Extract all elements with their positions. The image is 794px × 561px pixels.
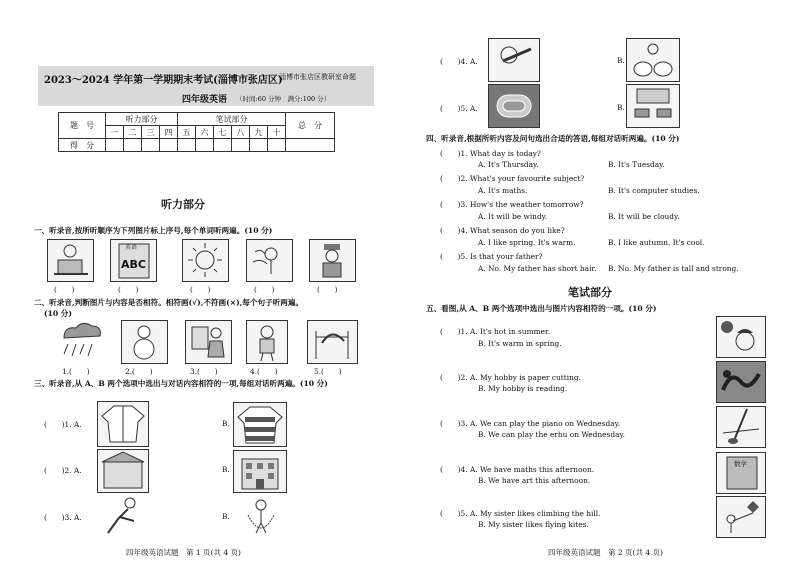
sun-picture bbox=[182, 239, 229, 282]
erhu-picture bbox=[716, 406, 766, 448]
building-picture bbox=[97, 449, 149, 493]
math-book-label: 数学 bbox=[734, 460, 747, 468]
question-4-instruction: 四、听录音,根据所听内容及问句选出合适的答语,每组对话听两遍。(10 分) bbox=[426, 134, 680, 143]
q4-item-1-option-a[interactable]: A. It's Thursday. bbox=[478, 160, 539, 169]
score-num: 一 bbox=[106, 126, 124, 139]
answer-blank[interactable]: ( ) bbox=[254, 285, 275, 294]
q3-item-4-b[interactable]: B. bbox=[617, 56, 625, 65]
jacket-picture bbox=[97, 401, 149, 447]
q5-item-3-option-b[interactable]: B. We can play the erhu on Wednesday. bbox=[478, 430, 626, 439]
exam-title: 2023～2024 学年第一学期期末考试(淄博市张店区) bbox=[44, 75, 283, 86]
answer-blank[interactable]: 1.( ) bbox=[62, 367, 90, 376]
q4-item-4-option-b[interactable]: B. I like autumn. It's cool. bbox=[608, 238, 705, 247]
score-num: 六 bbox=[196, 126, 214, 139]
jump-rope-picture bbox=[238, 495, 284, 537]
score-cell[interactable] bbox=[124, 139, 142, 152]
score-cell[interactable] bbox=[160, 139, 178, 152]
classroom-picture bbox=[626, 84, 680, 128]
score-row-label: 题 号 bbox=[59, 113, 106, 139]
score-table bbox=[58, 112, 335, 152]
q4-item-4-question: ( )4. What season do you like? bbox=[440, 226, 565, 235]
q5-item-5-option-b[interactable]: B. My sister likes flying kites. bbox=[478, 520, 589, 529]
exam-info: （时间:60 分钟 满分:100 分） bbox=[236, 95, 331, 103]
question-5-instruction: 五、看图,从 A、B 两个选项中选出与图片内容相符的一项。(10 分) bbox=[426, 304, 657, 313]
score-row-label: 得 分 bbox=[59, 139, 106, 152]
q3-item-1-label[interactable]: ( )1. A. bbox=[44, 420, 82, 429]
score-cell[interactable] bbox=[106, 139, 124, 152]
score-cell[interactable] bbox=[214, 139, 232, 152]
q4-item-5-option-b[interactable]: B. No. My father is tall and strong. bbox=[608, 264, 739, 273]
swimmer-picture bbox=[100, 495, 144, 537]
q4-item-3-option-a[interactable]: A. It will be windy. bbox=[478, 212, 548, 221]
question-2-score: (10 分) bbox=[44, 309, 72, 318]
grade-subject: 四年级英语 bbox=[182, 95, 228, 105]
answer-blank[interactable]: 5.( ) bbox=[314, 367, 342, 376]
abc-label: ABC bbox=[121, 258, 146, 271]
score-cell[interactable] bbox=[268, 139, 286, 152]
q4-item-3-question: ( )3. How's the weather tomorrow? bbox=[440, 200, 584, 209]
writing-section-title: 笔试部分 bbox=[568, 286, 612, 299]
windy-picture bbox=[246, 239, 293, 282]
q3-item-2-label[interactable]: ( )2. A. bbox=[44, 466, 82, 475]
striped-shirt-picture bbox=[233, 402, 287, 447]
q4-item-3-option-b[interactable]: B. It will be cloudy. bbox=[608, 212, 680, 221]
score-total-header: 总 分 bbox=[286, 113, 335, 139]
q4-item-1-option-b[interactable]: B. It's Tuesday. bbox=[608, 160, 665, 169]
kite-flying-picture bbox=[716, 496, 766, 538]
score-cell[interactable] bbox=[178, 139, 196, 152]
score-listening-header: 听力部分 bbox=[106, 113, 178, 126]
rain-cloud-picture bbox=[56, 320, 106, 362]
right-page bbox=[400, 0, 794, 561]
hospital-picture bbox=[233, 450, 287, 493]
answer-blank[interactable]: ( ) bbox=[190, 285, 211, 294]
hot-sun-picture bbox=[716, 316, 766, 358]
answer-blank[interactable]: 4.( ) bbox=[250, 367, 278, 376]
q4-item-2-option-b[interactable]: B. It's computer studies. bbox=[608, 186, 700, 195]
police-officer-picture bbox=[309, 239, 356, 282]
boy-picture bbox=[246, 320, 288, 364]
page-1-footer: 四年级英语试题 第 1 页(共 4 页) bbox=[126, 548, 241, 557]
q4-item-5-question: ( )5. Is that your father? bbox=[440, 252, 543, 261]
student-writing-picture bbox=[47, 239, 94, 282]
snowman-picture bbox=[121, 320, 168, 364]
q4-item-5-option-a[interactable]: A. No. My father has short hair. bbox=[478, 264, 597, 273]
score-num: 二 bbox=[124, 126, 142, 139]
girl-painting-picture bbox=[185, 320, 232, 364]
q5-item-5-option-a[interactable]: ( )5. A. My sister likes climbing the hill. bbox=[440, 509, 601, 518]
flute-picture bbox=[488, 38, 540, 82]
english-book-picture bbox=[110, 239, 157, 282]
q3-item-3-label[interactable]: ( )3. A. bbox=[44, 513, 82, 522]
score-num: 九 bbox=[250, 126, 268, 139]
math-book-picture bbox=[716, 452, 766, 494]
answer-blank[interactable]: 3.( ) bbox=[190, 367, 218, 376]
q5-item-1-option-b[interactable]: B. It's warm in spring. bbox=[478, 339, 562, 348]
q5-item-3-option-a[interactable]: ( )3. A. We can play the piano on Wednesday. bbox=[440, 419, 621, 428]
q5-item-4-option-b[interactable]: B. We have art this afternoon. bbox=[478, 476, 591, 485]
score-num: 三 bbox=[142, 126, 160, 139]
score-cell[interactable] bbox=[250, 139, 268, 152]
score-total-cell[interactable] bbox=[286, 139, 335, 152]
score-num: 八 bbox=[232, 126, 250, 139]
question-3-instruction: 三、听录音,从 A、B 两个选项中选出与对话内容相符的一项,每组对话听两遍。(10 分) bbox=[34, 379, 328, 388]
score-cell[interactable] bbox=[196, 139, 214, 152]
q3-item-2-b[interactable]: B. bbox=[222, 465, 230, 474]
score-cell[interactable] bbox=[232, 139, 250, 152]
q3-item-3-b[interactable]: B. bbox=[222, 512, 230, 521]
score-cell[interactable] bbox=[142, 139, 160, 152]
exam-subtitle: 淄博市张店区教研室命题 bbox=[279, 73, 356, 81]
q4-item-2-question: ( )2. What's your favourite subject? bbox=[440, 174, 585, 183]
question-1-instruction: 一、听录音,按所听顺序为下列图片标上序号,每个单词听两遍。(10 分) bbox=[34, 226, 273, 235]
score-num: 四 bbox=[160, 126, 178, 139]
question-2-instruction: 二、听录音,判断图片与内容是否相符。相符画(√),不符画(×),每个句子听两遍。 bbox=[34, 298, 304, 307]
q4-item-1-question: ( )1. What day is today? bbox=[440, 149, 541, 158]
listening-section-title: 听力部分 bbox=[161, 198, 205, 211]
q3-item-5-label[interactable]: ( )5. A. bbox=[440, 104, 478, 113]
q5-item-2-option-b[interactable]: B. My hobby is reading. bbox=[478, 384, 568, 393]
high-jump-picture bbox=[307, 320, 358, 364]
q5-item-1-option-a[interactable]: ( )1. A. It's hot in summer. bbox=[440, 327, 551, 336]
running-track-picture bbox=[488, 84, 540, 128]
book-label: 英语 bbox=[125, 244, 138, 251]
q3-item-4-label[interactable]: ( )4. A. bbox=[440, 57, 478, 66]
drums-picture bbox=[626, 38, 680, 82]
score-writing-header: 笔试部分 bbox=[178, 113, 286, 126]
score-num: 五 bbox=[178, 126, 196, 139]
q5-item-4-option-a[interactable]: ( )4. A. We have maths this afternoon. bbox=[440, 465, 595, 474]
dragon-paper-cut-picture bbox=[716, 361, 766, 403]
answer-blank[interactable]: ( ) bbox=[118, 285, 139, 294]
score-num: 七 bbox=[214, 126, 232, 139]
page-2-footer: 四年级英语试题 第 2 页(共 4 页) bbox=[548, 548, 663, 557]
q5-item-2-option-a[interactable]: ( )2. A. My hobby is paper cutting. bbox=[440, 373, 581, 382]
answer-blank[interactable]: ( ) bbox=[54, 285, 75, 294]
q3-item-5-b[interactable]: B. bbox=[617, 103, 625, 112]
q3-item-1-b[interactable]: B. bbox=[222, 419, 230, 428]
answer-blank[interactable]: ( ) bbox=[317, 285, 338, 294]
q4-item-2-option-a[interactable]: A. It's maths. bbox=[478, 186, 528, 195]
score-num: 十 bbox=[268, 126, 286, 139]
left-page bbox=[0, 0, 395, 561]
answer-blank[interactable]: 2.( ) bbox=[125, 367, 153, 376]
q4-item-4-option-a[interactable]: A. I like spring. It's warm. bbox=[478, 238, 576, 247]
